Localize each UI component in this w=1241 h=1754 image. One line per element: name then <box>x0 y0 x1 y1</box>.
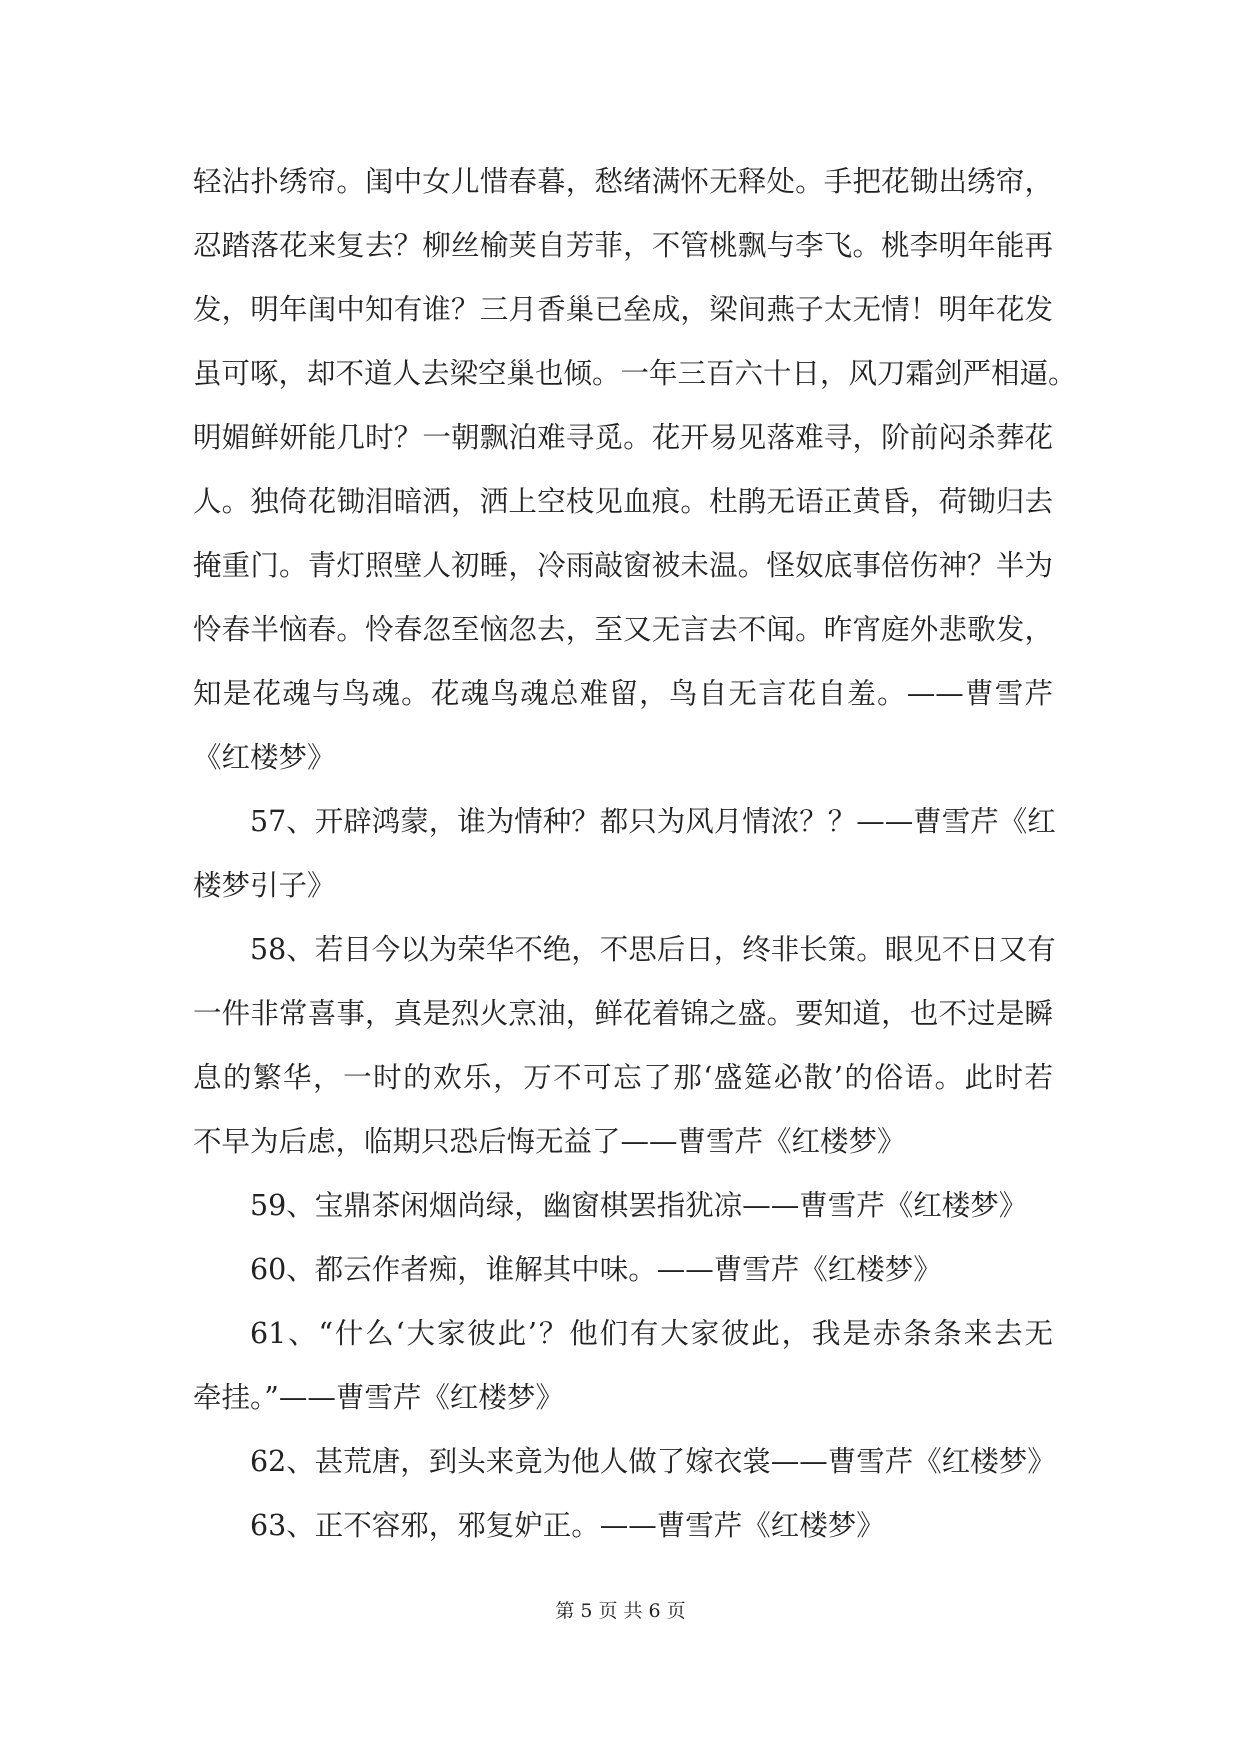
text-line: 楼梦引子》 <box>193 869 336 902</box>
quote-item-62 <box>193 1430 1056 1494</box>
text-line: 57、开辟鸿蒙，谁为情种？都只为风月情浓？？——曹雪芹《红 <box>250 805 1056 838</box>
text-line: 牵挂。”——曹雪芹《红楼梦》 <box>193 1381 564 1414</box>
text-line: 息的繁华，一时的欢乐，万不可忘了那‘盛筵必散’的俗语。此时若 <box>193 1061 1053 1094</box>
quote-item-57 <box>193 790 1056 918</box>
text-line: 62、甚荒唐，到头来竟为他人做了嫁衣裳——曹雪芹《红楼梦》 <box>250 1445 1056 1478</box>
text-line: 发，明年闺中知有谁？三月香巢已垒成，梁间燕子太无情！明年花发 <box>193 293 1053 326</box>
text-line: 掩重门。青灯照壁人初睡，冷雨敲窗被未温。怪奴底事倍伤神？半为 <box>193 549 1053 582</box>
page-number-footer: 第 5 页 共 6 页 <box>555 1600 686 1622</box>
text-line: 一件非常喜事，真是烈火烹油，鲜花着锦之盛。要知道，也不过是瞬 <box>193 997 1053 1030</box>
quote-item-63 <box>193 1494 1053 1558</box>
text-line: 知是花魂与鸟魂。花魂鸟魂总难留，鸟自无言花自羞。——曹雪芹 <box>193 677 1053 710</box>
text-line: 61、“什么‘大家彼此’？他们有大家彼此，我是赤条条来去无 <box>250 1317 1053 1350</box>
text-line: 58、若目今以为荣华不绝，不思后日，终非长策。眼见不日又有 <box>250 933 1056 966</box>
paragraph-continuation <box>193 150 1077 790</box>
text-line: 轻沾扑绣帘。闺中女儿惜春暮，愁绪满怀无释处。手把花锄出绣帘， <box>193 165 1053 198</box>
text-line: 60、都云作者痴，谁解其中味。——曹雪芹《红楼梦》 <box>250 1253 942 1286</box>
text-line: 明媚鲜妍能几时？一朝飘泊难寻觅。花开易见落难寻，阶前闷杀葬花 <box>193 421 1053 454</box>
text-line: 63、正不容邪，邪复妒正。——曹雪芹《红楼梦》 <box>250 1509 885 1542</box>
text-line: 怜春半恼春。怜春忽至恼忽去，至又无言去不闻。昨宵庭外悲歌发， <box>193 613 1053 646</box>
quote-item-59 <box>193 1174 1053 1238</box>
quote-item-58 <box>193 918 1056 1174</box>
document-body <box>193 150 1077 1558</box>
text-line: 59、宝鼎茶闲烟尚绿，幽窗棋罢指犹凉——曹雪芹《红楼梦》 <box>250 1189 1028 1222</box>
text-line: 《红楼梦》 <box>193 741 336 774</box>
text-line: 虽可啄，却不道人去梁空巢也倾。一年三百六十日，风刀霜剑严相逼。 <box>193 357 1077 390</box>
quote-item-61 <box>193 1302 1053 1430</box>
quote-item-60 <box>193 1238 1053 1302</box>
text-line: 忍踏落花来复去？柳丝榆荚自芳菲，不管桃飘与李飞。桃李明年能再 <box>193 229 1053 262</box>
text-line: 人。独倚花锄泪暗洒，洒上空枝见血痕。杜鹃无语正黄昏，荷锄归去 <box>193 485 1053 518</box>
text-line: 不早为后虑，临期只恐后悔无益了——曹雪芹《红楼梦》 <box>193 1125 906 1158</box>
